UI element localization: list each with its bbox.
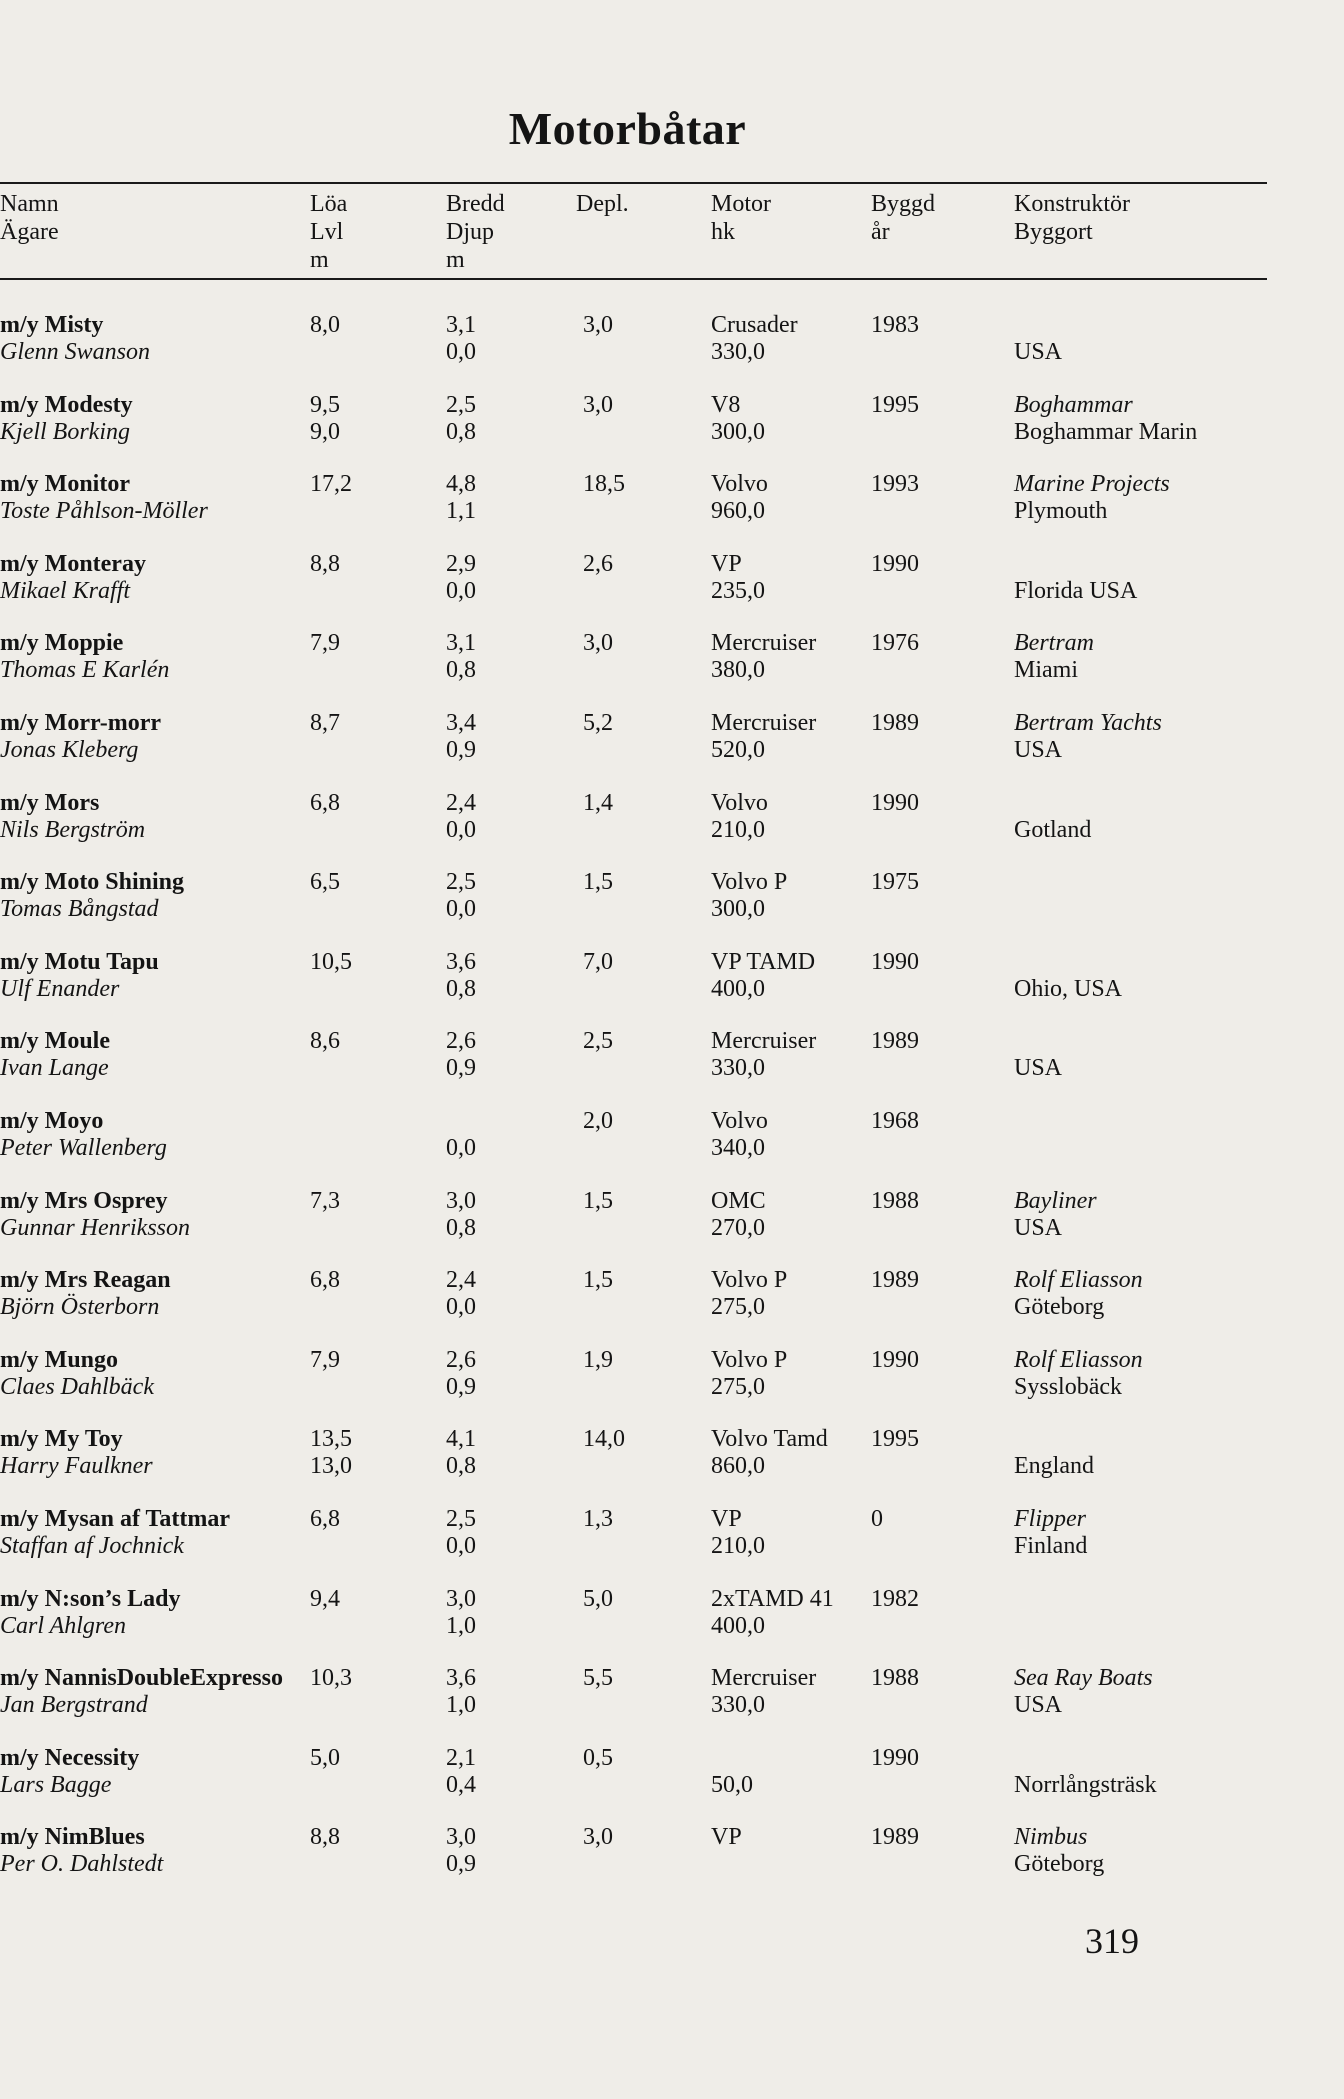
cell-depl: 5,0	[583, 1585, 613, 1612]
cell-name: m/y Moppie	[0, 630, 124, 657]
cell-bredd: 3,6	[446, 948, 476, 975]
cell-byggort: Göteborg	[1014, 1294, 1105, 1321]
cell-hk: 235,0	[711, 577, 765, 604]
cell-bredd: 3,0	[446, 1585, 476, 1612]
cell-byggort: Finland	[1014, 1532, 1088, 1559]
cell-bredd: 2,5	[446, 1505, 476, 1532]
cell-bredd: 3,1	[446, 630, 476, 657]
cell-motor: Mercruiser	[711, 1665, 817, 1692]
cell-konstruktor: Boghammar	[1014, 391, 1133, 418]
cell-name: m/y Monteray	[0, 550, 146, 577]
cell-hk: 380,0	[711, 657, 765, 684]
cell-byggd: 1990	[871, 789, 919, 816]
cell-konstruktor: Marine Projects	[1014, 471, 1170, 498]
cell-byggort: England	[1014, 1453, 1094, 1480]
cell-byggort: USA	[1014, 1692, 1063, 1719]
cell-owner: Claes Dahlbäck	[0, 1373, 154, 1400]
cell-loa: 8,0	[310, 312, 340, 338]
cell-hk: 330,0	[711, 1055, 765, 1082]
cell-hk: 330,0	[711, 1692, 765, 1719]
cell-byggd: 0	[871, 1505, 883, 1532]
table-row	[0, 949, 1344, 1029]
cell-loa: 9,5	[310, 391, 340, 418]
cell-lvl: 13,0	[310, 1453, 352, 1480]
cell-name: m/y Mrs Osprey	[0, 1187, 168, 1214]
cell-owner: Peter Wallenberg	[0, 1134, 167, 1161]
cell-bredd: 3,4	[446, 709, 476, 736]
cell-owner: Per O. Dahlstedt	[0, 1851, 164, 1878]
cell-byggd: 1989	[871, 1267, 919, 1294]
cell-owner: Carl Ahlgren	[0, 1612, 127, 1639]
table-row	[0, 710, 1344, 790]
cell-name: m/y Morr-morr	[0, 709, 162, 736]
cell-depl: 2,5	[583, 1028, 613, 1055]
cell-byggort: USA	[1014, 1055, 1063, 1082]
cell-djup: 0,0	[446, 339, 476, 365]
cell-byggort: Plymouth	[1014, 498, 1108, 525]
cell-motor: VP TAMD	[711, 948, 816, 975]
cell-bredd: 2,5	[446, 391, 476, 418]
cell-byggd: 1989	[871, 1824, 919, 1851]
cell-konstruktor: Rolf Eliasson	[1014, 1267, 1143, 1294]
cell-bredd: 2,4	[446, 789, 476, 816]
cell-depl: 5,2	[583, 709, 613, 736]
cell-name: m/y Moule	[0, 1028, 110, 1055]
table-row	[0, 869, 1344, 949]
cell-owner: Toste Påhlson-Möller	[0, 498, 208, 525]
cell-name: m/y Modesty	[0, 391, 133, 418]
cell-motor: OMC	[711, 1187, 766, 1214]
cell-depl: 1,5	[583, 869, 613, 896]
cell-konstruktor: Flipper	[1014, 1505, 1086, 1532]
cell-loa: 13,5	[310, 1426, 352, 1453]
table-row	[0, 1347, 1344, 1427]
cell-name: m/y NimBlues	[0, 1824, 145, 1851]
cell-djup: 0,0	[446, 1294, 476, 1321]
table-row	[0, 1108, 1344, 1188]
table-row	[0, 1506, 1344, 1586]
cell-owner: Ulf Enander	[0, 975, 120, 1002]
cell-bredd: 2,1	[446, 1744, 476, 1771]
cell-loa: 10,5	[310, 948, 352, 975]
cell-djup: 0,0	[446, 1532, 476, 1559]
cell-bredd: 2,6	[446, 1028, 476, 1055]
cell-lvl: 9,0	[310, 418, 340, 445]
cell-djup: 0,0	[446, 577, 476, 604]
cell-owner: Tomas Bångstad	[0, 896, 159, 923]
cell-loa: 8,8	[310, 550, 340, 577]
cell-name: m/y Mungo	[0, 1346, 119, 1373]
cell-owner: Nils Bergström	[0, 816, 146, 843]
cell-name: m/y Mysan af Tattmar	[0, 1505, 230, 1532]
cell-konstruktor: Bertram Yachts	[1014, 709, 1162, 736]
cell-djup: 0,8	[446, 975, 476, 1002]
cell-depl: 1,5	[583, 1187, 613, 1214]
cell-hk: 400,0	[711, 975, 765, 1002]
cell-loa: 9,4	[310, 1585, 340, 1612]
cell-bredd: 3,0	[446, 1187, 476, 1214]
cell-loa: 7,3	[310, 1187, 340, 1214]
cell-owner: Glenn Swanson	[0, 339, 150, 365]
cell-byggort: Ohio, USA	[1014, 975, 1123, 1002]
cell-motor: 2xTAMD 41	[711, 1585, 834, 1612]
table-row	[0, 312, 1344, 392]
cell-bredd: 4,8	[446, 471, 476, 498]
header-depl: Depl.	[576, 191, 629, 217]
table-row	[0, 1028, 1344, 1108]
cell-depl: 7,0	[583, 948, 613, 975]
cell-loa: 8,6	[310, 1028, 340, 1055]
cell-byggort: Boghammar Marin	[1014, 418, 1198, 445]
cell-hk: 275,0	[711, 1373, 765, 1400]
cell-depl: 1,4	[583, 789, 613, 816]
cell-djup: 0,9	[446, 1373, 476, 1400]
cell-djup: 0,8	[446, 418, 476, 445]
boat-table	[0, 312, 1344, 1904]
cell-depl: 2,0	[583, 1107, 613, 1134]
cell-motor: Volvo	[711, 1107, 768, 1134]
cell-bredd: 2,5	[446, 869, 476, 896]
table-row	[0, 1745, 1344, 1825]
cell-owner: Gunnar Henriksson	[0, 1214, 190, 1241]
cell-name: m/y N:son’s Lady	[0, 1585, 181, 1612]
header-motor: Motor hk	[711, 191, 771, 245]
cell-name: m/y Mrs Reagan	[0, 1267, 171, 1294]
cell-konstruktor: Sea Ray Boats	[1014, 1665, 1153, 1692]
cell-motor: Volvo Tamd	[711, 1426, 828, 1453]
cell-depl: 3,0	[583, 312, 613, 338]
cell-byggort: Miami	[1014, 657, 1078, 684]
cell-byggd: 1995	[871, 391, 919, 418]
header-loa: Löa Lvl m	[310, 191, 348, 273]
cell-loa: 7,9	[310, 630, 340, 657]
table-row	[0, 1586, 1344, 1666]
cell-djup: 0,8	[446, 1214, 476, 1241]
cell-depl: 1,3	[583, 1505, 613, 1532]
table-row	[0, 551, 1344, 631]
cell-byggd: 1983	[871, 312, 919, 338]
cell-byggd: 1976	[871, 630, 919, 657]
cell-loa: 17,2	[310, 471, 352, 498]
cell-bredd: 3,1	[446, 312, 476, 338]
cell-loa: 6,8	[310, 1267, 340, 1294]
cell-byggort: Norrlångsträsk	[1014, 1771, 1157, 1798]
page-title: Motorbåtar	[508, 103, 747, 154]
cell-djup: 0,9	[446, 736, 476, 763]
cell-motor: Volvo P	[711, 869, 788, 896]
cell-depl: 1,5	[583, 1267, 613, 1294]
cell-djup: 0,4	[446, 1771, 476, 1798]
header-namn-agare: Namn Ägare	[0, 191, 59, 245]
cell-name: m/y Motu Tapu	[0, 948, 159, 975]
cell-name: m/y Monitor	[0, 471, 130, 498]
cell-motor: V8	[711, 391, 741, 418]
cell-owner: Harry Faulkner	[0, 1453, 153, 1480]
cell-name: m/y Mors	[0, 789, 100, 816]
cell-motor: Mercruiser	[711, 1028, 817, 1055]
cell-bredd: 4,1	[446, 1426, 476, 1453]
cell-konstruktor: Nimbus	[1014, 1824, 1088, 1851]
cell-motor: Volvo	[711, 471, 768, 498]
cell-bredd: 2,4	[446, 1267, 476, 1294]
cell-hk: 275,0	[711, 1294, 765, 1321]
cell-motor: Volvo P	[711, 1346, 788, 1373]
cell-name: m/y My Toy	[0, 1426, 123, 1453]
table-row	[0, 1188, 1344, 1268]
table-row	[0, 471, 1344, 551]
cell-byggd: 1975	[871, 869, 919, 896]
cell-motor: Crusader	[711, 312, 798, 338]
header-konstruktor: Konstruktör Byggort	[1014, 191, 1130, 245]
cell-motor: Volvo	[711, 789, 768, 816]
cell-hk: 300,0	[711, 896, 765, 923]
cell-depl: 18,5	[583, 471, 625, 498]
cell-byggd: 1990	[871, 1744, 919, 1771]
cell-byggort: USA	[1014, 736, 1063, 763]
cell-djup: 0,9	[446, 1055, 476, 1082]
cell-djup: 0,0	[446, 1134, 476, 1161]
cell-depl: 0,5	[583, 1744, 613, 1771]
cell-name: m/y Misty	[0, 312, 104, 338]
cell-motor: Mercruiser	[711, 630, 817, 657]
cell-djup: 1,1	[446, 498, 476, 525]
cell-hk: 340,0	[711, 1134, 765, 1161]
cell-depl: 5,5	[583, 1665, 613, 1692]
table-row	[0, 1267, 1344, 1347]
page-number: 319	[1085, 1921, 1139, 1961]
cell-byggd: 1995	[871, 1426, 919, 1453]
cell-depl: 3,0	[583, 1824, 613, 1851]
cell-depl: 2,6	[583, 550, 613, 577]
cell-byggd: 1990	[871, 1346, 919, 1373]
cell-loa: 5,0	[310, 1744, 340, 1771]
cell-konstruktor: Rolf Eliasson	[1014, 1346, 1143, 1373]
cell-djup: 0,8	[446, 1453, 476, 1480]
cell-byggort: Gotland	[1014, 816, 1092, 843]
table-row	[0, 1824, 1344, 1904]
cell-djup: 0,0	[446, 896, 476, 923]
table-row	[0, 1665, 1344, 1745]
cell-hk: 50,0	[711, 1771, 753, 1798]
cell-depl: 3,0	[583, 391, 613, 418]
cell-owner: Jan Bergstrand	[0, 1692, 148, 1719]
cell-owner: Ivan Lange	[0, 1055, 109, 1082]
cell-name: m/y NannisDoubleExpresso	[0, 1665, 283, 1692]
cell-owner: Thomas E Karlén	[0, 657, 170, 684]
cell-byggd: 1990	[871, 948, 919, 975]
cell-konstruktor: Bayliner	[1014, 1187, 1097, 1214]
cell-byggd: 1989	[871, 709, 919, 736]
cell-djup: 0,8	[446, 657, 476, 684]
table-row	[0, 790, 1344, 870]
cell-loa: 6,8	[310, 1505, 340, 1532]
cell-depl: 14,0	[583, 1426, 625, 1453]
cell-loa: 8,7	[310, 709, 340, 736]
cell-owner: Björn Österborn	[0, 1294, 160, 1321]
cell-byggd: 1982	[871, 1585, 919, 1612]
cell-byggd: 1968	[871, 1107, 919, 1134]
cell-hk: 960,0	[711, 498, 765, 525]
cell-owner: Mikael Krafft	[0, 577, 130, 604]
cell-owner: Lars Bagge	[0, 1771, 112, 1798]
cell-hk: 520,0	[711, 736, 765, 763]
cell-byggort: USA	[1014, 1214, 1063, 1241]
cell-hk: 400,0	[711, 1612, 765, 1639]
cell-loa: 6,5	[310, 869, 340, 896]
cell-loa: 6,8	[310, 789, 340, 816]
table-row	[0, 630, 1344, 710]
table-row	[0, 392, 1344, 472]
cell-loa: 8,8	[310, 1824, 340, 1851]
table-row	[0, 1426, 1344, 1506]
cell-motor: VP	[711, 550, 742, 577]
cell-hk: 300,0	[711, 418, 765, 445]
cell-depl: 3,0	[583, 630, 613, 657]
cell-name: m/y Moto Shining	[0, 869, 185, 896]
header-byggd: Byggd år	[871, 191, 936, 245]
cell-owner: Staffan af Jochnick	[0, 1532, 184, 1559]
cell-motor: VP	[711, 1824, 742, 1851]
header-bredd: Bredd Djup m	[446, 191, 505, 273]
cell-byggd: 1988	[871, 1187, 919, 1214]
cell-bredd: 3,0	[446, 1824, 476, 1851]
cell-djup: 0,0	[446, 816, 476, 843]
header-top-rule	[0, 182, 1267, 184]
cell-djup: 1,0	[446, 1692, 476, 1719]
cell-owner: Jonas Kleberg	[0, 736, 139, 763]
cell-byggort: Göteborg	[1014, 1851, 1105, 1878]
cell-byggort: USA	[1014, 339, 1063, 365]
cell-hk: 860,0	[711, 1453, 765, 1480]
cell-byggd: 1988	[871, 1665, 919, 1692]
cell-motor: Mercruiser	[711, 709, 817, 736]
cell-hk: 210,0	[711, 816, 765, 843]
cell-loa: 10,3	[310, 1665, 352, 1692]
cell-motor: VP	[711, 1505, 742, 1532]
header-bottom-rule	[0, 278, 1267, 280]
cell-byggd: 1989	[871, 1028, 919, 1055]
cell-depl: 1,9	[583, 1346, 613, 1373]
cell-name: m/y Necessity	[0, 1744, 140, 1771]
cell-owner: Kjell Borking	[0, 418, 130, 445]
cell-motor: Volvo P	[711, 1267, 788, 1294]
cell-bredd: 3,6	[446, 1665, 476, 1692]
cell-byggort: Sysslobäck	[1014, 1373, 1122, 1400]
cell-loa: 7,9	[310, 1346, 340, 1373]
cell-djup: 1,0	[446, 1612, 476, 1639]
cell-hk: 330,0	[711, 339, 765, 365]
cell-byggd: 1990	[871, 550, 919, 577]
cell-bredd: 2,9	[446, 550, 476, 577]
cell-name: m/y Moyo	[0, 1107, 104, 1134]
cell-byggd: 1993	[871, 471, 919, 498]
cell-hk: 210,0	[711, 1532, 765, 1559]
cell-hk: 270,0	[711, 1214, 765, 1241]
cell-djup: 0,9	[446, 1851, 476, 1878]
cell-byggort: Florida USA	[1014, 577, 1138, 604]
cell-bredd: 2,6	[446, 1346, 476, 1373]
cell-konstruktor: Bertram	[1014, 630, 1094, 657]
